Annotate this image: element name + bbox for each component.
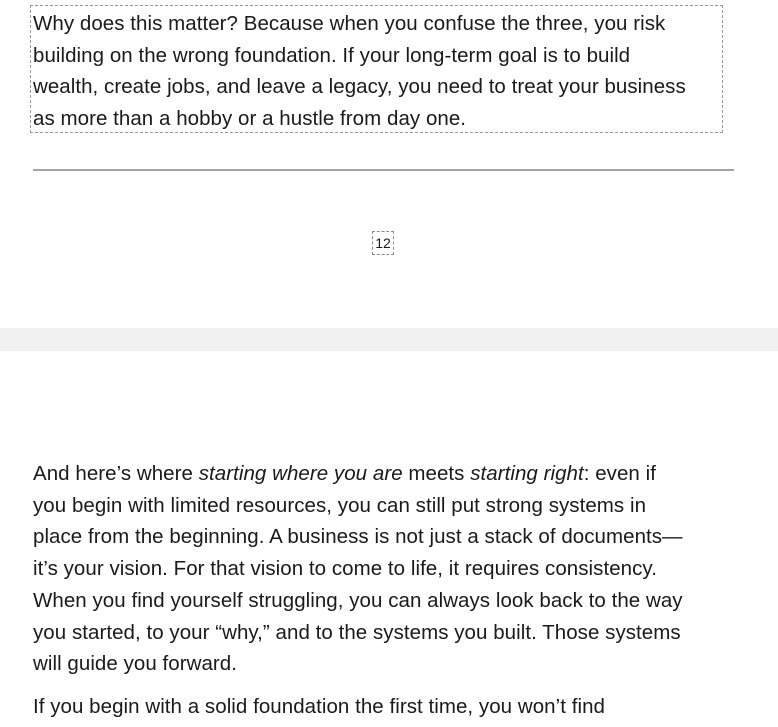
- text-line: you started, to your “why,” and to the systems you built. Those systems: [33, 620, 681, 644]
- text-line: will guide you forward.: [33, 652, 237, 676]
- footer-divider: [33, 169, 734, 171]
- text-line: [33, 458, 683, 490]
- text-run: And here’s where: [33, 462, 199, 485]
- paragraph-solid-foundation[interactable]: [33, 691, 605, 723]
- page-number[interactable]: 12: [372, 231, 394, 255]
- text-line: it’s your vision. For that vision to come to life, it requires consistency.: [33, 557, 657, 581]
- italic-text-run: starting where you are: [198, 462, 403, 485]
- text-line: Why does this matter? Because when you confuse the three, you risk: [33, 12, 666, 35]
- italic-text-run: starting right: [470, 462, 584, 485]
- paragraph-why-it-matters[interactable]: [33, 8, 686, 135]
- paragraph-starting-right[interactable]: [33, 458, 683, 680]
- text-line: place from the beginning. A business is not just a stack of documents—: [33, 525, 683, 549]
- text-line: building on the wrong foundation. If your long-term goal is to build: [33, 43, 631, 67]
- text-line: If you begin with a solid foundation the first time, you won’t find: [33, 695, 605, 718]
- text-run: : even if: [583, 462, 656, 485]
- text-line: you begin with limited resources, you can still put strong systems in: [33, 493, 647, 517]
- text-line: wealth, create jobs, and leave a legacy, you need to treat your business: [33, 75, 686, 99]
- text-line: as more than a hobby or a hustle from day one.: [33, 107, 467, 131]
- text-run: meets: [402, 462, 471, 485]
- page-separator: [0, 328, 778, 351]
- text-line: When you find yourself struggling, you can always look back to the way: [33, 588, 683, 612]
